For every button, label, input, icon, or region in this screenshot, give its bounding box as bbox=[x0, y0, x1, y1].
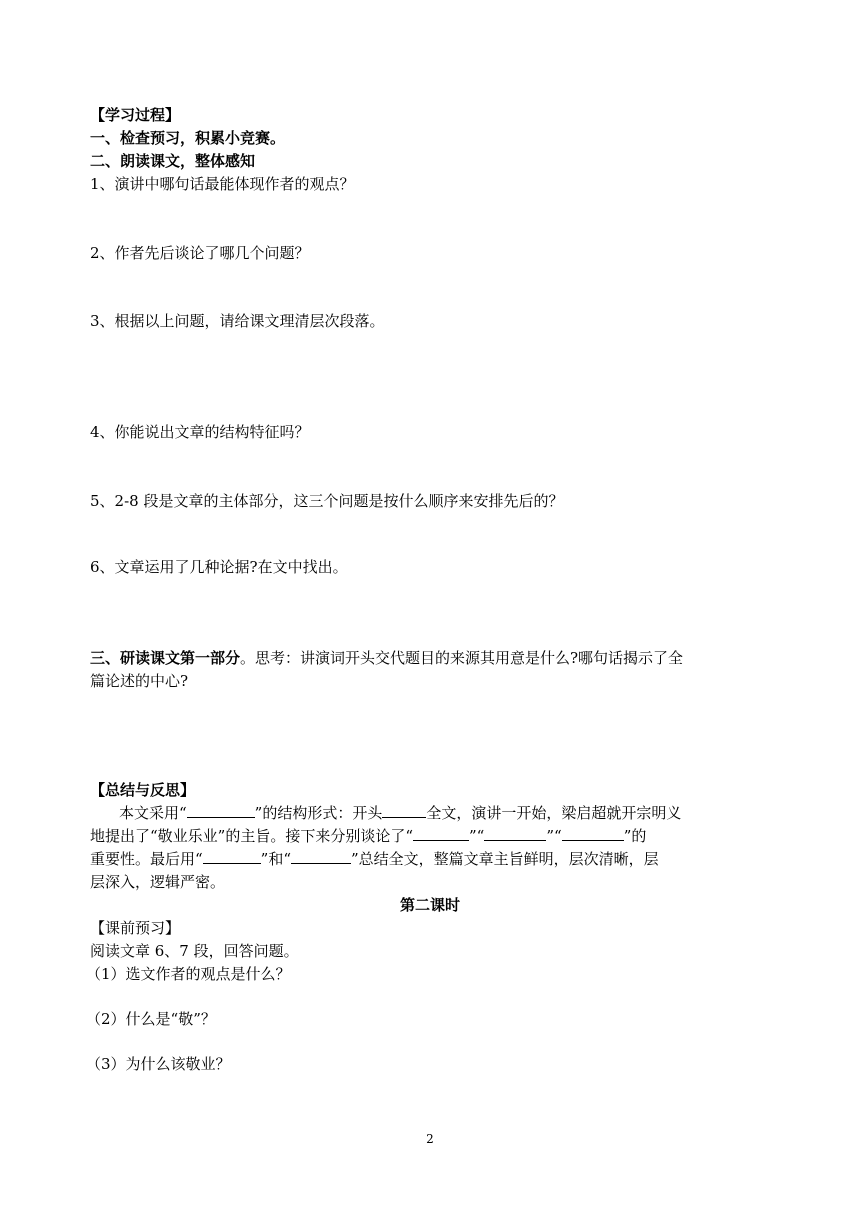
fill-blank[interactable] bbox=[382, 802, 426, 818]
summary-text: 地提出了“敬业乐业”的主旨。接下来分别谈论了“ bbox=[90, 827, 414, 845]
summary-text: 重要性。最后用“ bbox=[90, 850, 203, 868]
summary-line-4: 层深入，逻辑严密。 bbox=[90, 873, 226, 891]
section-3-line-2: 篇论述的中心? bbox=[90, 672, 189, 690]
question-2: 2、作者先后谈论了哪几个问题？ bbox=[90, 244, 310, 262]
preview-question-1: （1）选文作者的观点是什么？ bbox=[86, 965, 291, 983]
question-5: 5、2-8 段是文章的主体部分，这三个问题是按什么顺序来安排先后的？ bbox=[90, 492, 564, 510]
summary-text: 本文采用“ bbox=[119, 804, 187, 822]
fill-blank[interactable] bbox=[203, 848, 261, 864]
summary-text: ”总结全文，整篇文章主旨鲜明，层次清晰，层 bbox=[351, 850, 659, 868]
lesson-2-title: 第二课时 bbox=[399, 896, 460, 914]
summary-text: ”和“ bbox=[260, 850, 292, 868]
fill-blank[interactable] bbox=[562, 825, 624, 841]
section-3-prompt: 。思考：讲演词开头交代题目的来源其用意是什么?哪句话揭示了全 bbox=[240, 649, 684, 667]
summary-text: ”的 bbox=[623, 827, 647, 845]
process-heading: 【学习过程】 bbox=[90, 106, 181, 124]
section-3-line-1 bbox=[90, 647, 683, 669]
section-1-heading: 一、检查预习，积累小竞赛。 bbox=[90, 129, 286, 147]
question-6: 6、文章运用了几种论据?在文中找出。 bbox=[90, 558, 348, 576]
section-2-heading: 二、朗读课文，整体感知 bbox=[90, 152, 256, 170]
fill-blank[interactable] bbox=[413, 825, 469, 841]
question-3: 3、根据以上问题，请给课文理清层次段落。 bbox=[90, 312, 385, 330]
summary-line-3 bbox=[90, 848, 659, 870]
page-number: 2 bbox=[426, 1132, 434, 1146]
summary-line-1 bbox=[119, 802, 681, 824]
preview-heading: 【课前预习】 bbox=[90, 919, 181, 937]
summary-heading: 【总结与反思】 bbox=[90, 781, 196, 799]
question-1: 1、演讲中哪句话最能体现作者的观点？ bbox=[90, 175, 355, 193]
summary-text: ”“ bbox=[469, 827, 485, 845]
summary-text: 全文，演讲一开始，梁启超就开宗明义 bbox=[426, 804, 682, 822]
fill-blank[interactable] bbox=[484, 825, 546, 841]
preview-question-3: （3）为什么该敬业？ bbox=[86, 1055, 231, 1073]
preview-question-2: （2）什么是“敬”？ bbox=[86, 1010, 216, 1028]
section-3-heading: 三、研读课文第一部分 bbox=[90, 649, 241, 667]
fill-blank[interactable] bbox=[187, 802, 255, 818]
preview-intro: 阅读文章 6、7 段，回答问题。 bbox=[90, 942, 299, 960]
question-4: 4、你能说出文章的结构特征吗？ bbox=[90, 423, 310, 441]
summary-text: ”“ bbox=[546, 827, 562, 845]
summary-text: ”的结构形式：开头 bbox=[254, 804, 383, 822]
fill-blank[interactable] bbox=[291, 848, 351, 864]
summary-line-2 bbox=[90, 825, 646, 847]
